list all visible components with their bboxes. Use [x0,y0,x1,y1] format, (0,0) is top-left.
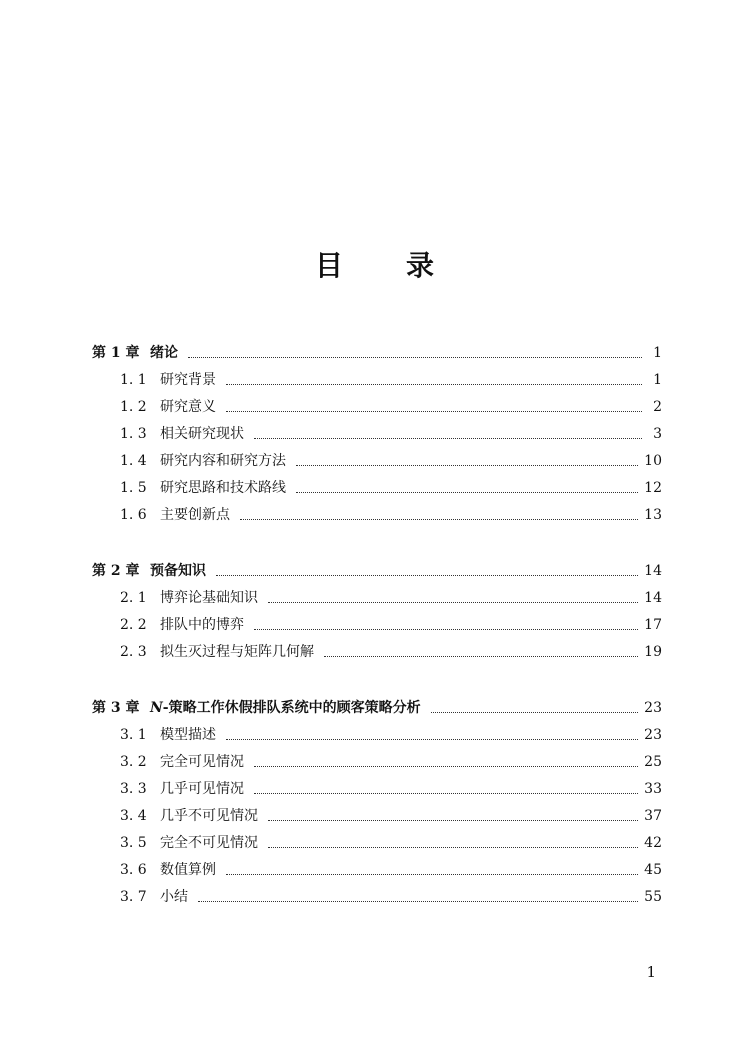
section-title: 研究思路和技术路线 [160,480,286,496]
section-title: 研究内容和研究方法 [160,453,286,469]
toc-section-3-7[interactable] [92,878,662,906]
page-folio: 1 [646,963,656,981]
page-number: 33 [644,781,662,797]
toc-chapter-1[interactable] [92,334,662,362]
toc-section-1-5[interactable] [92,469,662,497]
dot-leader [254,438,642,439]
section-number: 3. 7 [120,889,147,905]
section-title: 模型描述 [160,727,216,743]
toc-section-2-1[interactable] [92,579,662,607]
dot-leader [254,793,638,794]
dot-leader [226,411,642,412]
page-number: 23 [644,727,662,743]
page-number: 55 [644,889,662,905]
chapter-title-text: -策略工作休假排队系统中的顾客策略分析 [162,700,421,716]
section-title: 排队中的博弈 [160,617,244,633]
title-char-left: 目 [314,249,344,282]
chapter-title: 绪论 [150,345,178,361]
dot-leader [240,519,638,520]
dot-leader [254,766,638,767]
section-title: 研究背景 [160,372,216,388]
dot-leader [268,847,638,848]
toc-section-3-2[interactable] [92,743,662,771]
section-title: 完全不可见情况 [160,835,258,851]
section-title: 研究意义 [160,399,216,415]
page-number: 1 [653,345,662,361]
chapter-title-prefix: N [150,700,163,716]
dot-leader [431,712,639,713]
page-number: 10 [644,453,662,469]
section-number: 1. 6 [120,507,147,523]
section-number: 1. 3 [120,426,147,442]
section-title: 相关研究现状 [160,426,244,442]
section-title: 几乎可见情况 [160,781,244,797]
toc-section-3-5[interactable] [92,824,662,852]
section-number: 3. 4 [120,808,147,824]
page-title [0,244,750,284]
section-number: 3. 6 [120,862,147,878]
toc-section-1-1[interactable] [92,361,662,389]
dot-leader [324,656,638,657]
toc-section-1-2[interactable] [92,388,662,416]
dot-leader [216,575,638,576]
chapter-number: 第 1 章 [92,345,140,361]
chapter-title [150,699,421,717]
toc-chapter-3[interactable] [92,689,662,717]
page-number: 13 [644,507,662,523]
toc-section-3-3[interactable] [92,770,662,798]
dot-leader [296,465,638,466]
section-number: 2. 3 [120,644,147,660]
page-number: 37 [644,808,662,824]
dot-leader [226,739,638,740]
section-title: 拟生灭过程与矩阵几何解 [160,644,314,660]
page-number: 25 [644,754,662,770]
section-title: 完全可见情况 [160,754,244,770]
page-number: 1 [653,372,662,388]
section-number: 1. 5 [120,480,147,496]
dot-leader [198,901,638,902]
page-number: 45 [644,862,662,878]
section-title: 博弈论基础知识 [160,590,258,606]
dot-leader [254,629,638,630]
toc-section-2-2[interactable] [92,606,662,634]
page-number: 14 [644,590,662,606]
dot-leader [296,492,638,493]
dot-leader [188,357,642,358]
toc-section-3-4[interactable] [92,797,662,825]
page-number: 3 [653,426,662,442]
dot-leader [268,820,638,821]
section-number: 1. 2 [120,399,147,415]
toc-section-2-3[interactable] [92,633,662,661]
chapter-number: 第 2 章 [92,563,140,579]
toc-section-1-6[interactable] [92,496,662,524]
toc-section-1-3[interactable] [92,415,662,443]
section-number: 2. 1 [120,590,147,606]
page-number: 19 [644,644,662,660]
dot-leader [268,602,638,603]
section-number: 1. 4 [120,453,147,469]
section-number: 3. 5 [120,835,147,851]
toc-section-3-6[interactable] [92,851,662,879]
section-title: 小结 [160,889,188,905]
section-number: 3. 1 [120,727,147,743]
dot-leader [226,384,642,385]
page-number: 17 [644,617,662,633]
chapter-title: 预备知识 [150,563,206,579]
dot-leader [226,874,638,875]
page-number: 14 [644,563,662,579]
section-number: 1. 1 [120,372,147,388]
section-number: 3. 2 [120,754,147,770]
section-number: 2. 2 [120,617,147,633]
toc-section-3-1[interactable] [92,716,662,744]
toc-section-1-4[interactable] [92,442,662,470]
section-title: 数值算例 [160,862,216,878]
page-number: 23 [644,700,662,716]
page-number: 2 [653,399,662,415]
title-char-right: 录 [406,249,436,282]
section-title: 主要创新点 [160,507,230,523]
page-number: 12 [644,480,662,496]
page-number: 42 [644,835,662,851]
section-number: 3. 3 [120,781,147,797]
section-title: 几乎不可见情况 [160,808,258,824]
toc-chapter-2[interactable] [92,552,662,580]
chapter-number: 第 3 章 [92,700,140,716]
